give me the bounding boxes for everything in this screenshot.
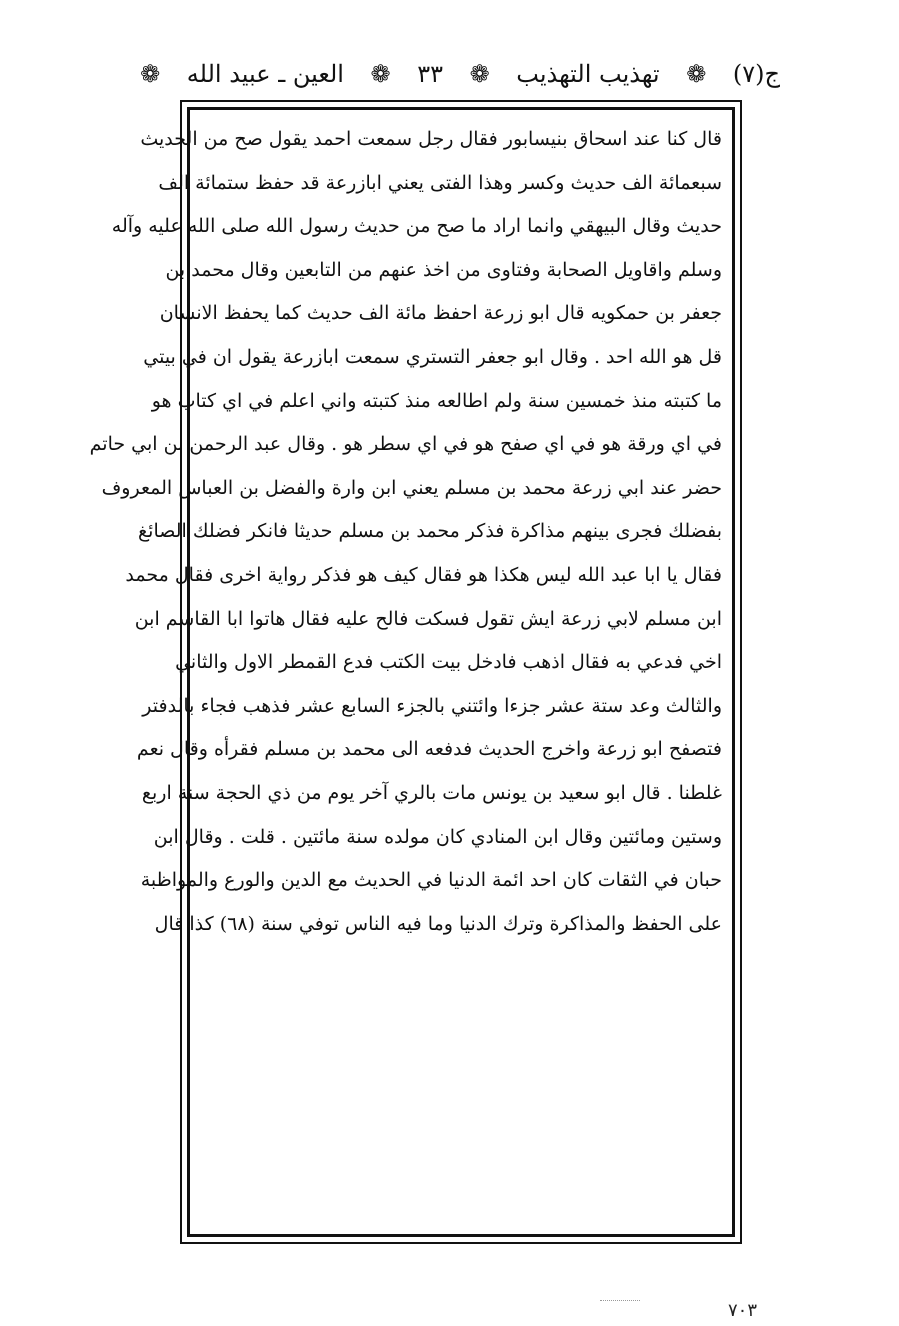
text-line: غلطنا . قال ابو سعيد بن يونس مات بالري آخر يوم من ذي الحجة سنة اربع [141,781,722,804]
text-line: اخي فدعي به فقال اذهب فادخل بيت الكتب فدع القمطر الاول والثاني [175,651,722,674]
volume-label: ج(٧) [732,60,780,88]
text-line: فتصفح ابو زرعة واخرج الحديث فدفعه الى محمد بن مسلم فقرأه وقال نعم [136,738,722,761]
ornament-icon: ❁ [370,60,391,88]
main-text [89,118,722,1218]
text-line: حديث وقال البيهقي وانما اراد ما صح من حديث رسول الله صلى الله عليه وآله [111,215,722,238]
text-line: قال كنا عند اسحاق بنيسابور فقال رجل سمعت احمد يقول صح من الحديث [140,128,722,150]
text-line: جعفر بن حمكويه قال ابو زرعة احفظ مائة الف حديث كما يحفظ الانسان [159,302,722,325]
text-line: وسلم واقاويل الصحابة وفتاوى من اخذ عنهم من التابعين وقال محمد بن [165,258,722,281]
text-line: على الحفظ والمذاكرة وترك الدنيا وما فيه الناس توفي سنة (٦٨) كذا قال [154,912,722,935]
text-line: وستين ومائتين وقال ابن المنادي كان مولده سنة مائتين . قلت . وقال ابن [153,825,722,848]
text-line: ابن مسلم لابي زرعة ايش تقول فسكت فالح عليه فقال هاتوا ابا القاسم ابن [134,607,722,630]
ornament-icon: ❁ [469,60,490,88]
ornament-icon: ❁ [686,60,707,88]
section-title: العين ـ عبيد الله [186,60,344,88]
footer-page-marker: ٧٠٣ [728,1300,758,1321]
text-line: بفضلك فجرى بينهم مذاكرة فذكر محمد بن مسلم حديثا فانكر فضلك الصائغ [138,520,722,543]
book-title: تهذيب التهذيب [516,60,660,88]
text-line: فقال يا ابا عبد الله ليس هكذا هو فقال كيف هو فذكر رواية اخرى فقال محمد [125,563,722,586]
scan-specks [600,1300,640,1303]
text-line: ما كتبته منذ خمسين سنة ولم اطالعه منذ كتبته واني اعلم في اي كتاب هو [151,389,722,412]
text-line: والثالث وعد ستة عشر جزءا وائتني بالجزء السابع عشر فذهب فجاء بالدفتر [142,694,722,717]
page-number: ٣٣ [417,60,443,88]
text-line: حبان في الثقات كان احد ائمة الدنيا في الحديث مع الدين والورع والمواظبة [140,869,722,892]
text-line: في اي ورقة هو في اي صفح هو في اي سطر هو . وقال عبد الرحمن بن ابي حاتم [89,433,722,456]
text-line: حضر عند ابي زرعة محمد بن مسلم يعني ابن وارة والفضل بن العباس المعروف [101,476,722,499]
ornament-icon: ❁ [140,60,161,88]
page-header [140,52,780,96]
text-line: قل هو الله احد . وقال ابو جعفر التستري سمعت ابازرعة يقول ان في بيتي [143,345,722,368]
text-line: سبعمائة الف حديث وكسر وهذا الفتى يعني ابازرعة قد حفظ ستمائة الف [158,171,722,194]
